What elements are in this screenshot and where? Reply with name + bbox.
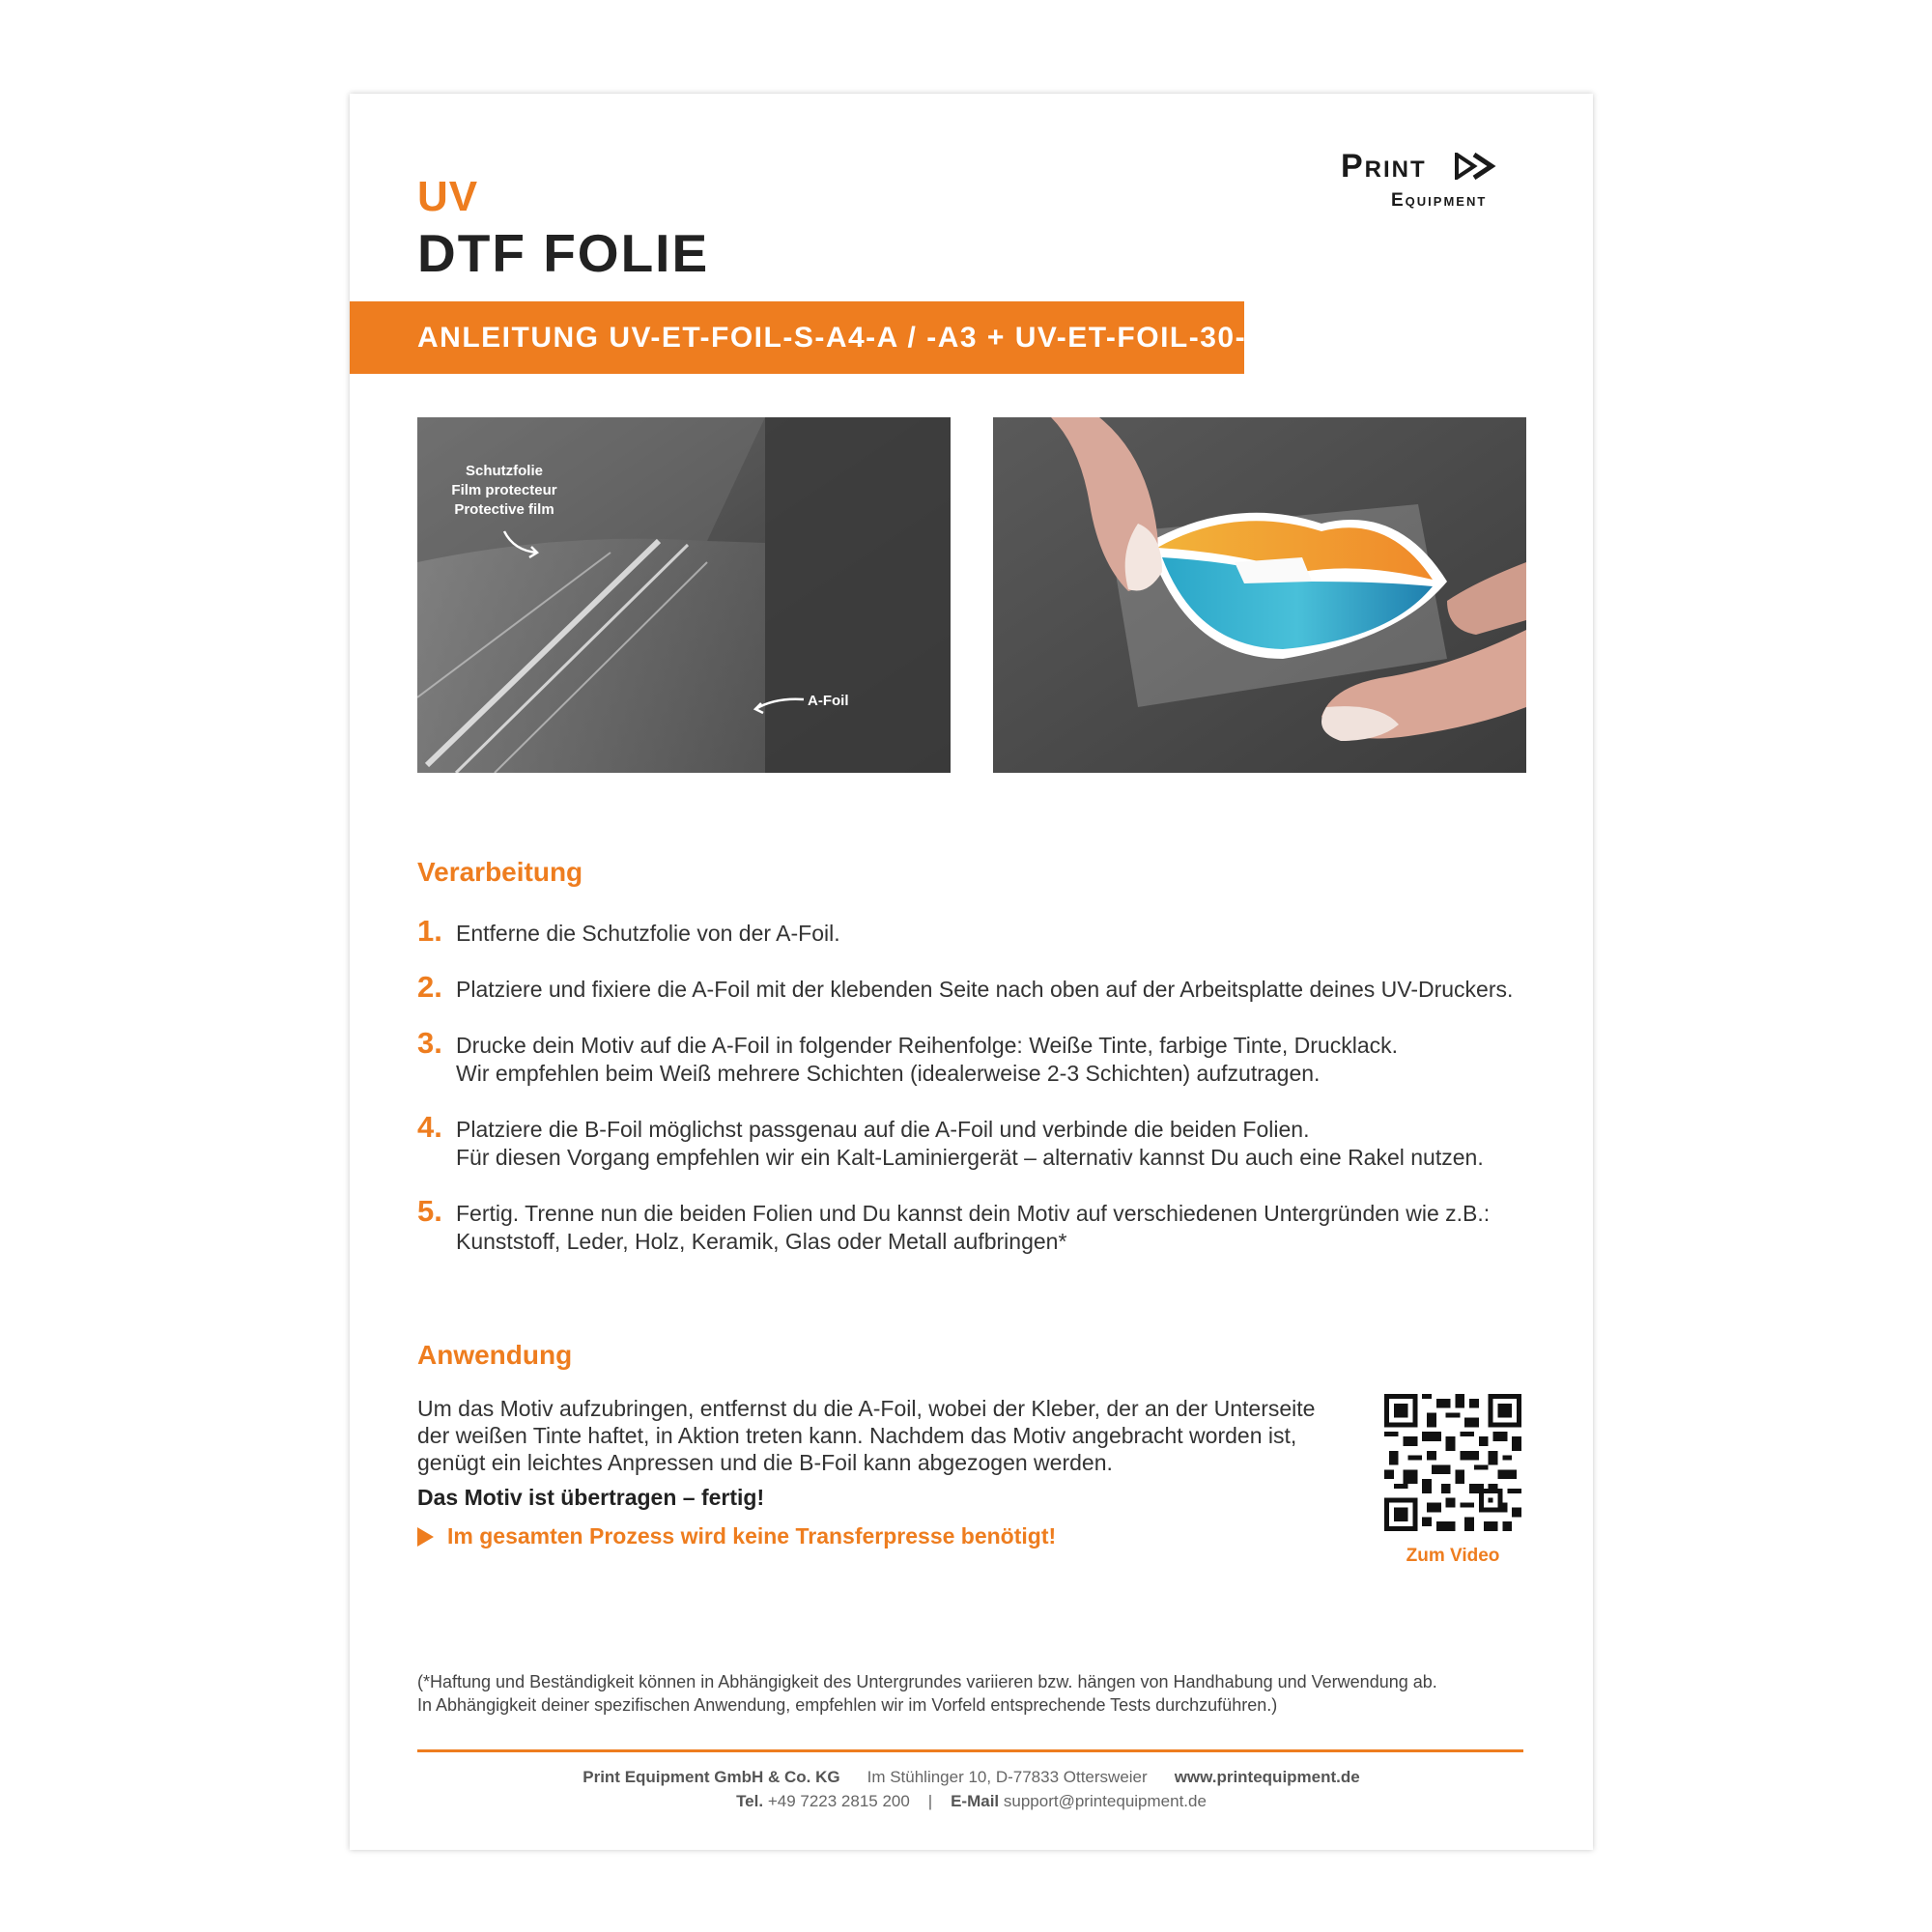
step-text (456, 1197, 1490, 1256)
footer-tel-label: Tel. (736, 1792, 764, 1810)
step-text (456, 1113, 1484, 1172)
footnote-line: (*Haftung und Beständigkeit können in Abhängigkeit des Untergrundes variieren bzw. hängen von Handhabung und Verwendung ab. (417, 1672, 1437, 1691)
footer-company: Print Equipment GmbH & Co. KG (582, 1768, 840, 1786)
note-text: Im gesamten Prozess wird keine Transferpresse benötigt! (447, 1523, 1057, 1548)
label-line: Protective film (454, 501, 554, 518)
step-text (456, 917, 840, 948)
step-line: Entferne die Schutzfolie von der A-Foil. (456, 921, 840, 946)
step-item (417, 970, 1557, 1004)
footer-mail[interactable]: support@printequipment.de (1003, 1792, 1207, 1810)
title-kicker: UV (417, 173, 479, 220)
section-heading-anwendung: Anwendung (417, 1340, 573, 1370)
paragraph-line: der weißen Tinte haftet, in Aktion treten kann. Nachdem das Motiv angebracht worden ist, (417, 1423, 1297, 1448)
footer-website[interactable]: www.printequipment.de (1174, 1768, 1360, 1786)
step-line: Für diesen Vorgang empfehlen wir ein Kalt-Laminiergerät – alternativ kannst Du auch eine Rakel nutzen. (456, 1145, 1484, 1170)
anwendung-paragraph (417, 1395, 1383, 1476)
photo-label-afoil: A-Foil (808, 693, 849, 709)
step-text (456, 1029, 1398, 1088)
section-heading-verarbeitung: Verarbeitung (417, 857, 583, 887)
qr-code-icon[interactable] (1384, 1394, 1521, 1531)
anwendung-note (417, 1523, 1056, 1549)
photo-protective-film (417, 417, 951, 773)
footer-line-1 (350, 1768, 1593, 1787)
print-equipment-logo (1341, 148, 1534, 215)
product-band: ANLEITUNG UV-ET-FOIL-S-A4-A / -A3 + UV-ET-FOIL-30-B (350, 301, 1244, 374)
step-item (417, 1110, 1557, 1172)
photo-lips-sticker (993, 417, 1526, 773)
step-text (456, 973, 1513, 1004)
footnote-line: In Abhängigkeit deiner spezifischen Anwendung, empfehlen wir im Vorfeld entsprechende Tests durchzuführen.) (417, 1695, 1278, 1715)
footer-address: Im Stühlinger 10, D-77833 Ottersweier (867, 1768, 1148, 1786)
paragraph-line: Um das Motiv aufzubringen, entfernst du die A-Foil, wobei der Kleber, der an der Unterseite (417, 1396, 1316, 1421)
logo-word-print: Print (1341, 148, 1427, 185)
logo-word-equipment: Equipment (1391, 190, 1488, 211)
paragraph-line: genügt ein leichtes Anpressen und die B-Foil kann abgezogen werden. (417, 1450, 1113, 1475)
fast-forward-icon (1455, 153, 1499, 180)
step-line: Platziere und fixiere die A-Foil mit der klebenden Seite nach oben auf der Arbeitsplatte deines UV-Druckers. (456, 977, 1514, 1002)
footer-divider (417, 1749, 1523, 1752)
footer-tel[interactable]: +49 7223 2815 200 (767, 1792, 910, 1810)
step-number: 3. (417, 1026, 442, 1060)
step-number: 5. (417, 1194, 442, 1228)
label-line: Film protecteur (451, 482, 557, 498)
label-line: Schutzfolie (465, 463, 543, 479)
step-number: 4. (417, 1110, 442, 1144)
step-item (417, 914, 1557, 948)
anwendung-bold-statement: Das Motiv ist übertragen – fertig! (417, 1485, 765, 1510)
step-number: 1. (417, 914, 442, 948)
footer-line-2 (350, 1792, 1593, 1811)
step-number: 2. (417, 970, 442, 1004)
step-line: Wir empfehlen beim Weiß mehrere Schichten (idealerweise 2-3 Schichten) aufzutragen. (456, 1061, 1321, 1086)
page-title: DTF FOLIE (417, 223, 710, 283)
video-link[interactable]: Zum Video (1406, 1546, 1500, 1566)
photo-label-film (437, 462, 572, 520)
step-item (417, 1194, 1557, 1256)
step-line: Fertig. Trenne nun die beiden Folien und Du kannst dein Motiv auf verschiedenen Untergründen wie z.B.: (456, 1201, 1491, 1226)
instruction-sheet (350, 94, 1593, 1850)
footer-mail-label: E-Mail (951, 1792, 1000, 1810)
step-line: Drucke dein Motiv auf die A-Foil in folgender Reihenfolge: Weiße Tinte, farbige Tinte, Drucklack. (456, 1033, 1398, 1058)
step-item (417, 1026, 1557, 1088)
footer-separator: | (927, 1792, 933, 1810)
step-line: Kunststoff, Leder, Holz, Keramik, Glas oder Metall aufbringen* (456, 1229, 1067, 1254)
step-line: Platziere die B-Foil möglichst passgenau auf die A-Foil und verbinde die beiden Folien. (456, 1117, 1310, 1142)
steps-list (417, 914, 1557, 1281)
play-triangle-icon (417, 1527, 434, 1547)
footnote (417, 1670, 1437, 1717)
